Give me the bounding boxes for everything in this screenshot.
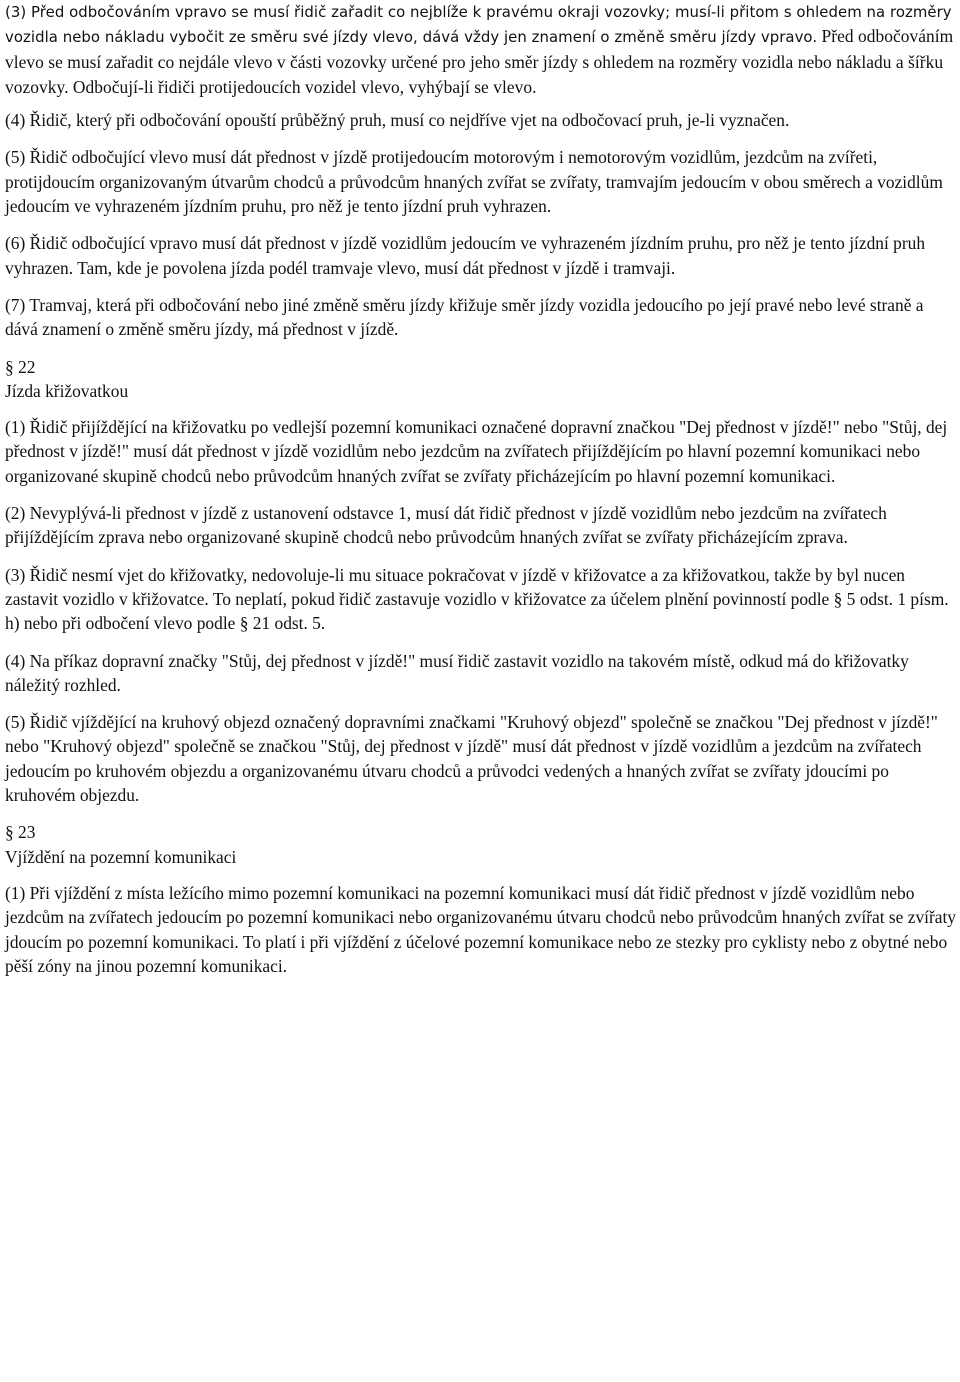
section-22-title: Jízda křižovatkou bbox=[5, 380, 129, 401]
paragraph-21-7: (7) Tramvaj, která při odbočování nebo jiné změně směru jízdy křižuje směr jízdy vozidla jedoucího po její pravé nebo levé straně a dává znamení o změně směru jízdy, má přednost v jízdě. bbox=[5, 294, 924, 340]
paragraph-22-1: (1) Řidič přijíždějící na křižovatku po vedlejší pozemní komunikaci označené dopravní značkou "Dej přednost v jízdě!" nebo "Stůj, dej přednost v jízdě!" musí dát přednost v jízdě vozidlům nebo jezdcům na zvířatech přijíždějícím po hlavní pozemní komunikaci nebo organizované skupině chodců nebo průvodcům hnaných zvířat se zvířaty přicházejícím po hlavní pozemní komunikaci. bbox=[5, 417, 948, 486]
paragraph-21-5: (5) Řidič odbočující vlevo musí dát přednost v jízdě protijedoucím motorovým i nemotorovým vozidlům, jezdcům na zvířeti, protijdoucím organizovaným útvarům chodců a průvodcům hnaných zvířat se zvířaty, tramvajím jedoucím v obou směrech a vozidlům jedoucím ve vyhrazeném jízdním pruhu, pro něž je tento jízdní pruh vyhrazen. bbox=[5, 147, 943, 217]
section-23-title: Vjíždění na pozemní komunikaci bbox=[5, 846, 237, 867]
paragraph-21-3 bbox=[5, 0, 956, 100]
paragraph-22-4: (4) Na příkaz dopravní značky "Stůj, dej přednost v jízdě!" musí řidič zastavit vozidlo na takovém místě, odkud má do křižovatky náležitý rozhled. bbox=[5, 650, 909, 695]
paragraph-21-3-lead: (3) Před odbočováním vpravo se musí řidič zařadit co nejblíže k pravému okraji vozovky; musí-li přitom s ohledem na rozměry vozidla nebo nákladu vybočit ze směru své jízdy vlevo, dává vždy jen znamení o změně směru jízdy vpravo. bbox=[5, 3, 952, 47]
paragraph-21-3-rest: Před odbočováním vlevo se musí zařadit co nejdále vlevo v části vozovky určené pro jeho směr jízdy s ohledem na rozměry vozidla nebo nákladu a šířku vozovky. Odbočují-li řidiči protijedoucích vozidel vlevo, vyhýbají se vlevo. bbox=[5, 26, 954, 97]
paragraph-22-5: (5) Řidič vjíždějící na kruhový objezd označený dopravními značkami "Kruhový objezd" společně se značkou "Dej přednost v jízdě!" nebo "Kruhový objezd" společně se značkou "Stůj, dej přednost v jízdě" musí dát přednost v jízdě vozidlům a jezdcům na zvířatech jedoucím po kruhovém objezdu a organizovanému útvaru chodců a průvodci vedených a hnaných zvířat se zvířaty jdoucími po kruhovém objezdu. bbox=[5, 712, 938, 806]
paragraph-22-3: (3) Řidič nesmí vjet do křižovatky, nedovoluje-li mu situace pokračovat v jízdě v křižovatce a za křižovatkou, takže by byl nucen zastavit vozidlo v křižovatce. To neplatí, pokud řidič zastavuje vozidlo v křižovatce za účelem plnění povinností podle § 5 odst. 1 písm. h) nebo při odbočení vlevo podle § 21 odst. 5. bbox=[5, 564, 949, 634]
section-23-heading bbox=[5, 820, 956, 869]
paragraph-21-6: (6) Řidič odbočující vpravo musí dát přednost v jízdě vozidlům jedoucím ve vyhrazeném jízdním pruhu, pro něž je tento jízdní pruh vyhrazen. Tam, kde je povolena jízda podél tramvaje vlevo, musí dát přednost v jízdě i tramvaji. bbox=[5, 233, 926, 278]
section-22-heading bbox=[5, 355, 956, 404]
paragraph-21-4: (4) Řidič, který při odbočování opouští průběžný pruh, musí co nejdříve vjet na odbočovací pruh, je-li vyznačen. bbox=[5, 110, 790, 131]
section-23-number: § 23 bbox=[5, 822, 36, 843]
paragraph-22-2: (2) Nevyplývá-li přednost v jízdě z ustanovení odstavce 1, musí dát řidič přednost v jízdě vozidlům nebo jezdcům na zvířatech přijíždějícím zprava nebo organizované skupině chodců nebo průvodcům hnaných zvířat se zvířaty přicházejícím zprava. bbox=[5, 503, 887, 548]
section-22-number: § 22 bbox=[5, 356, 36, 377]
paragraph-23-1: (1) Při vjíždění z místa ležícího mimo pozemní komunikaci na pozemní komunikaci musí dát řidič přednost v jízdě vozidlům nebo jezdcům na zvířatech jedoucím po pozemní komunikaci nebo organizovanému útvaru chodců nebo průvodcům hnaných zvířat se zvířaty jdoucím po pozemní komunikaci. To platí i při vjíždění z účelové pozemní komunikace nebo ze stezky pro cyklisty nebo z obytné nebo pěší zóny na jinou pozemní komunikaci. bbox=[5, 882, 957, 976]
